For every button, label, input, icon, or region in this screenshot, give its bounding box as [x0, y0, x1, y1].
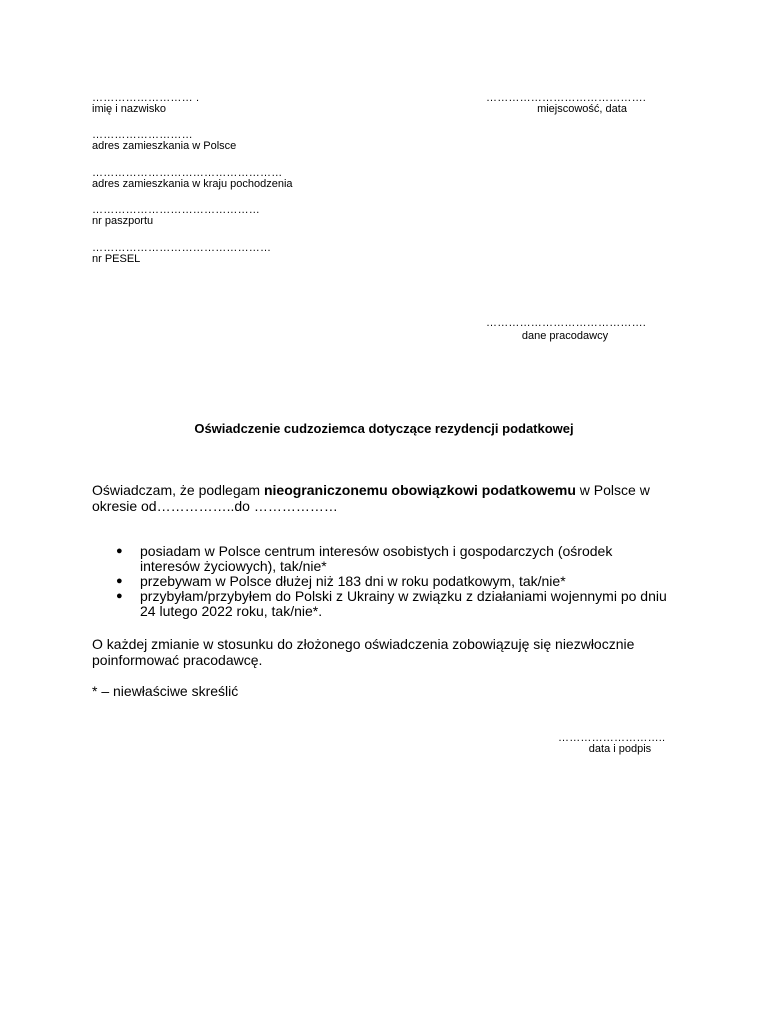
name-dots: ……………………… .: [92, 92, 200, 104]
name-label: imię i nazwisko: [92, 103, 166, 115]
list-item-text: posiadam w Polsce centrum interesów osobistych i gospodarczych (ośrodek interesów życiowych), tak/nie*: [140, 543, 613, 574]
bullet-icon: ●: [116, 575, 123, 587]
conditions-list: [116, 544, 676, 619]
pesel-label: nr PESEL: [92, 253, 141, 265]
address-poland-dots: ………………………: [92, 129, 193, 141]
signature-dots: ………………………..: [558, 732, 666, 744]
employer-dots: …………………………………….: [486, 317, 647, 329]
statement-prefix: Oświadczam, że podlegam: [92, 482, 264, 498]
bullet-icon: ●: [116, 590, 123, 602]
list-item: [116, 574, 676, 589]
employer-label: dane pracodawcy: [521, 330, 609, 342]
footnote: * – niewłaściwe skreślić: [92, 683, 239, 699]
address-origin-label: adres zamieszkania w kraju pochodzenia: [92, 178, 293, 190]
statement-suffix: w Polsce w okresie od……………..do ………………: [92, 482, 650, 514]
passport-label: nr paszportu: [92, 215, 154, 227]
address-origin-dots: ……………………………………………: [92, 167, 283, 179]
statement-paragraph: [92, 482, 672, 514]
address-poland-label: adres zamieszkania w Polsce: [92, 140, 237, 152]
place-date-label: miejscowość, data: [537, 103, 627, 115]
list-item: [116, 544, 676, 574]
list-item-text: przebywam w Polsce dłużej niż 183 dni w roku podatkowym, tak/nie*: [140, 573, 566, 589]
list-item-text: przybyłam/przybyłem do Polski z Ukrainy w związku z działaniami wojennymi po dniu 24 lutego 2022 roku, tak/nie*.: [140, 588, 667, 619]
pesel-dots: …………………………………………: [92, 242, 272, 254]
list-item: [116, 589, 676, 619]
place-date-dots: …………………………………….: [486, 92, 647, 104]
signature-label: data i podpis: [588, 743, 652, 755]
passport-dots: ………………………………………: [92, 204, 260, 216]
statement-bold: nieograniczonemu obowiązkowi podatkowemu: [263, 482, 576, 498]
document-title: Oświadczenie cudzoziemca dotyczące rezydencji podatkowej: [194, 421, 574, 436]
bullet-icon: ●: [116, 545, 123, 557]
obligation-paragraph: O każdej zmianie w stosunku do złożonego oświadczenia zobowiązuję się niezwłocznie poinformować pracodawcę.: [92, 636, 635, 668]
